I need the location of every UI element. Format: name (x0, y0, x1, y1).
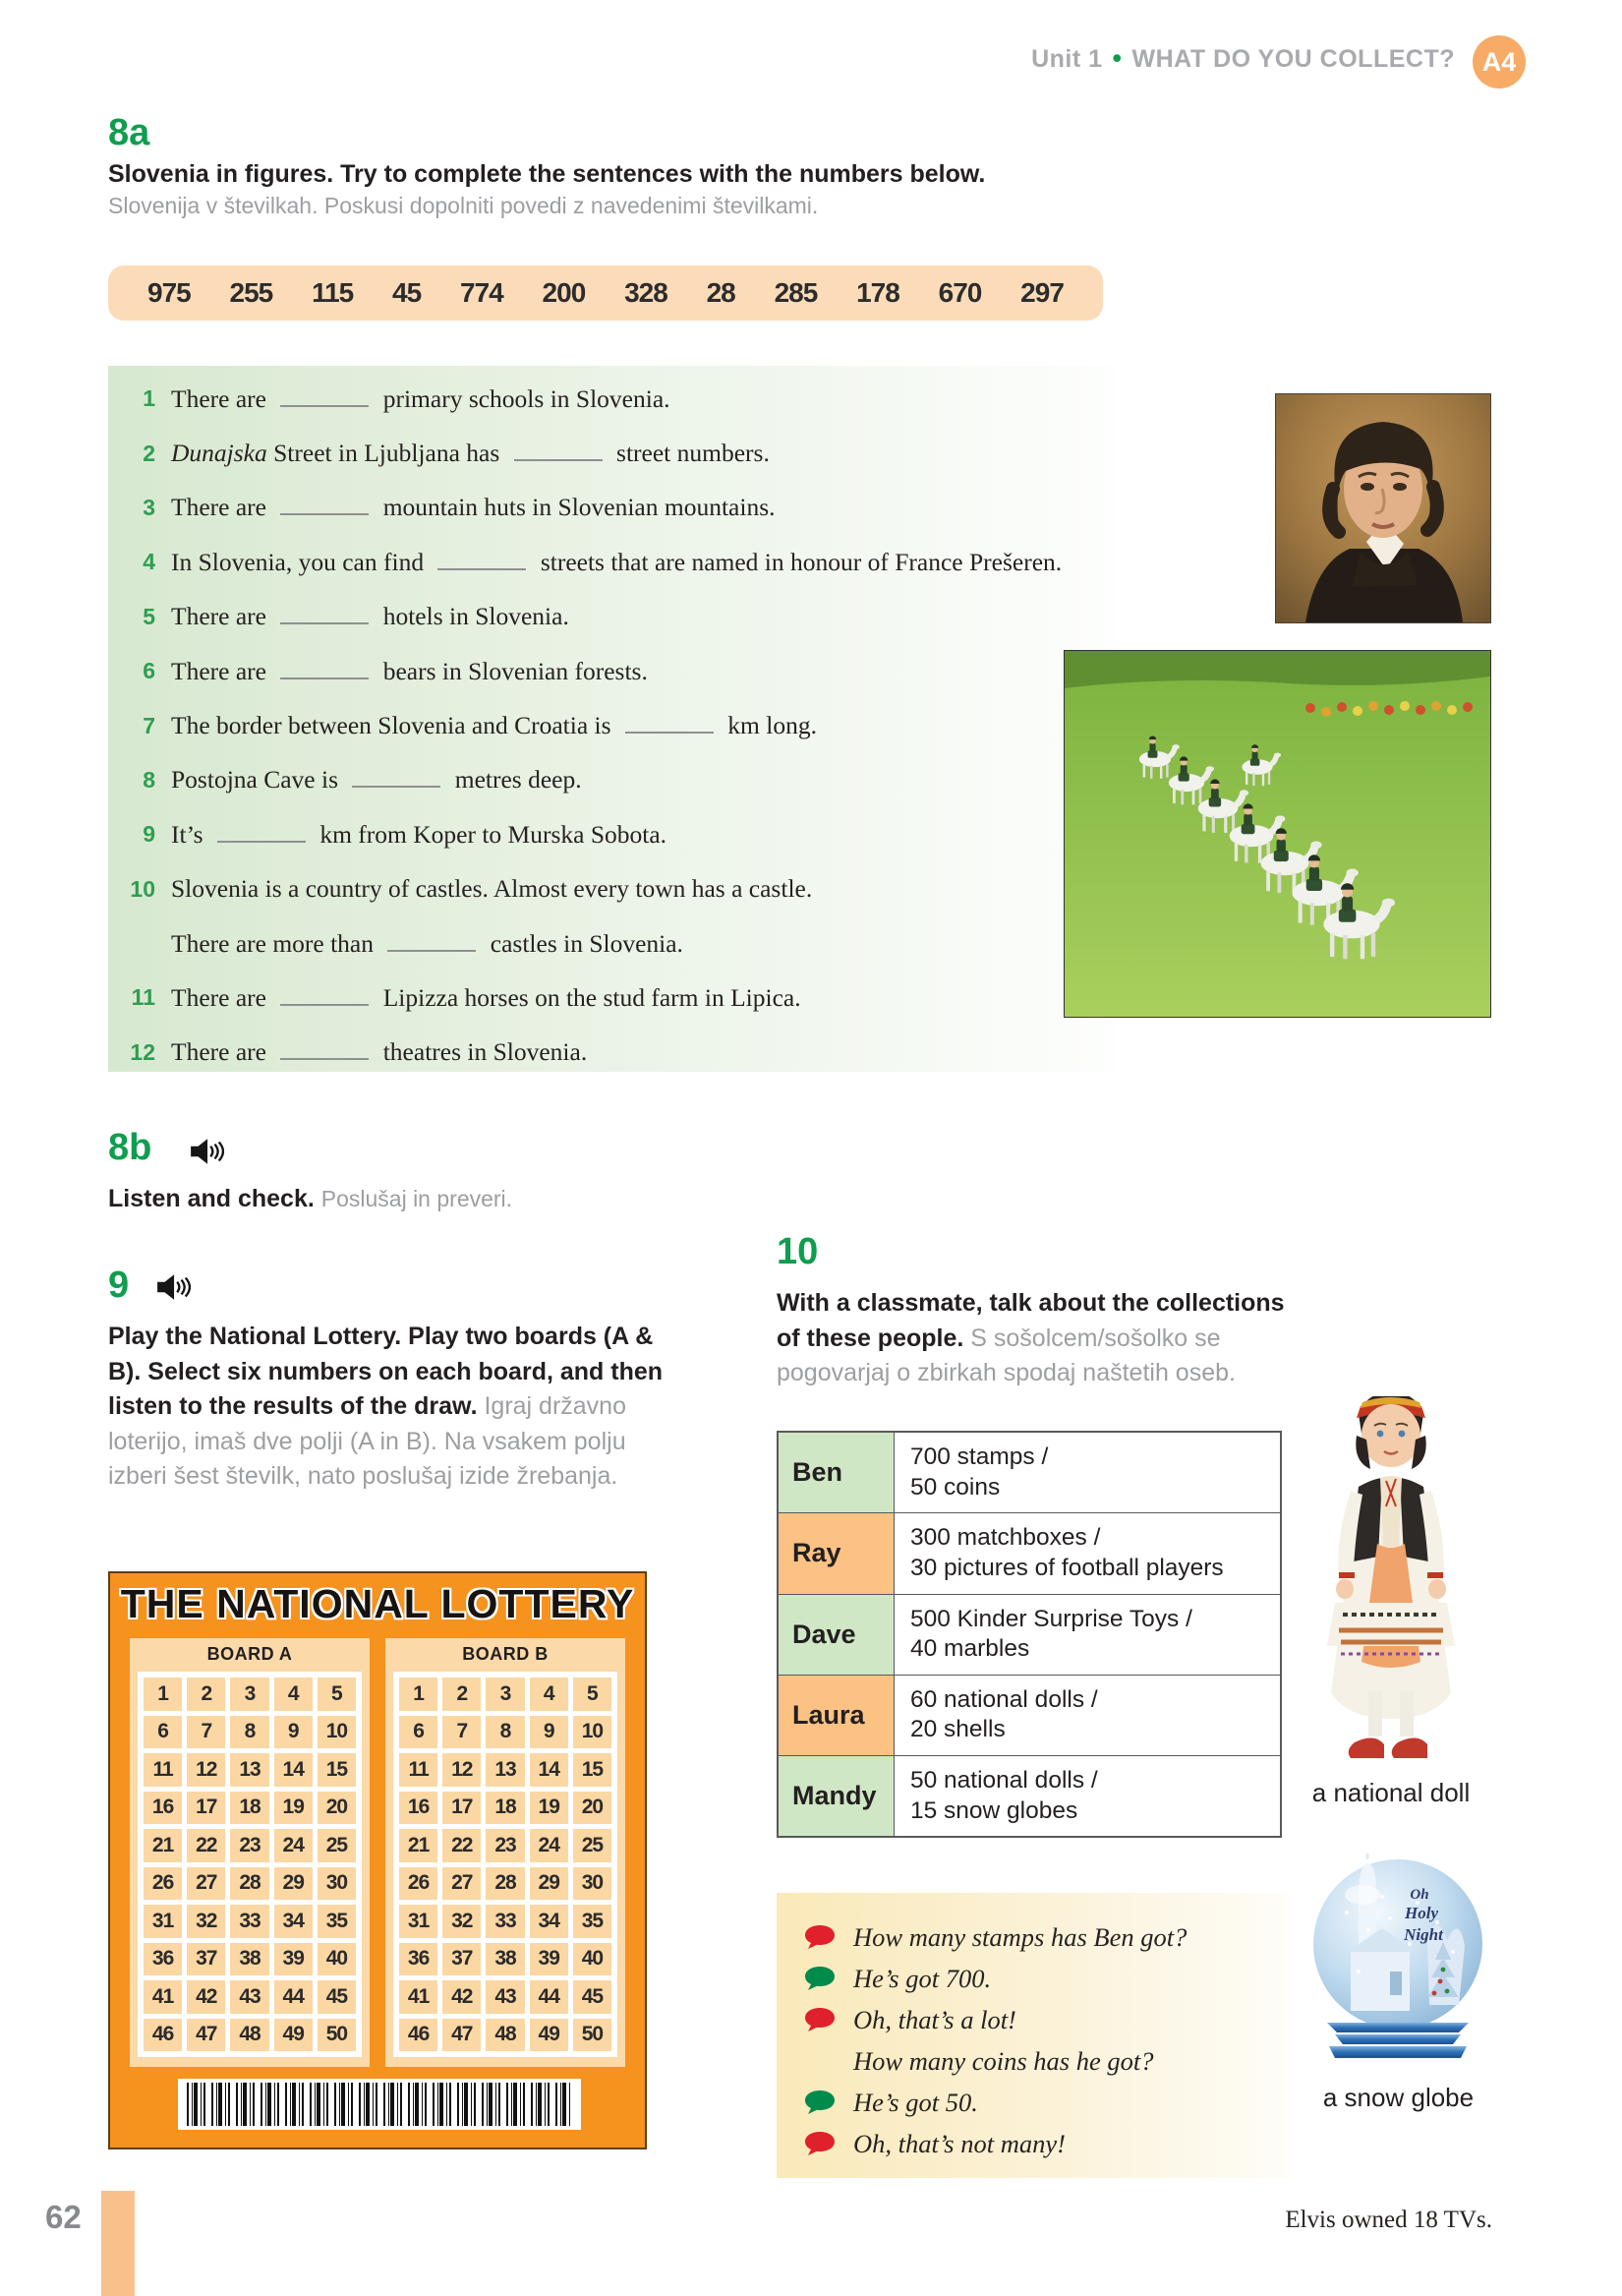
sentence-row (116, 807, 1099, 861)
speaker-icon[interactable] (189, 1137, 224, 1166)
sentence-segment: street numbers. (609, 439, 770, 468)
collection-line2: 30 pictures of football players (910, 1554, 1224, 1581)
sentence-segment: Lipizza horses on the stud farm in Lipica. (377, 982, 801, 1012)
dialogue-line (802, 2123, 1292, 2164)
sentence-text (171, 711, 817, 740)
lottery-number-cell[interactable]: 43 (486, 1980, 524, 2014)
answer-blank[interactable] (280, 605, 369, 624)
answer-blank[interactable] (352, 768, 440, 788)
person-name-cell: Dave (779, 1595, 895, 1675)
answer-blank[interactable] (387, 932, 476, 952)
dialogue-text: He’s got 50. (853, 2087, 978, 2117)
lottery-number-cell[interactable]: 27 (442, 1867, 481, 1901)
collection-line1: 500 Kinder Surprise Toys / (910, 1605, 1192, 1632)
answer-blank[interactable] (625, 714, 714, 734)
lottery-number-cell[interactable]: 34 (530, 1905, 568, 1938)
sentence-row (116, 644, 1099, 698)
dialogue-text: How many stamps has Ben got? (853, 1921, 1188, 1952)
lottery-number-cell[interactable]: 48 (486, 2019, 524, 2052)
sentence-row (116, 426, 1099, 480)
footer-fact: Elvis owned 18 TVs. (1285, 2207, 1492, 2233)
lottery-number-cell[interactable]: 44 (530, 1980, 568, 2014)
sentence-text (171, 493, 776, 522)
lottery-number-cell[interactable]: 47 (442, 2019, 481, 2052)
lottery-number-cell[interactable]: 39 (274, 1943, 313, 1976)
sentence-segment: hotels in Slovenia. (377, 602, 569, 631)
section-10-instructions (777, 1286, 1300, 1391)
sentence-text (171, 439, 770, 468)
unit-label: Unit 1 (1031, 45, 1103, 73)
lottery-number-cell[interactable]: 24 (274, 1829, 313, 1862)
section-10-title-en: With a classmate, talk about the collections of these people. (777, 1289, 1285, 1352)
lottery-number-cell[interactable]: 49 (530, 2019, 568, 2052)
dialogue-text: He’s got 700. (853, 1963, 992, 1993)
lottery-number-cell[interactable]: 16 (144, 1792, 182, 1825)
section-8b-title (108, 1185, 512, 1213)
person-name-cell: Mandy (779, 1756, 895, 1836)
page-number: 62 (45, 2199, 82, 2235)
lottery-number-cell[interactable]: 39 (530, 1943, 568, 1976)
answer-blank[interactable] (217, 823, 306, 843)
lottery-number-cell[interactable]: 40 (318, 1943, 356, 1976)
lottery-board-a (130, 1638, 370, 2067)
sentence-segment: It’s (171, 819, 209, 849)
collection-line2: 50 coins (910, 1473, 1001, 1501)
collection-items-cell (895, 1756, 1280, 1836)
table-row (779, 1433, 1280, 1513)
lottery-number-cell[interactable]: 4 (274, 1678, 313, 1711)
lottery-number-cell[interactable]: 1 (399, 1678, 437, 1711)
lottery-number-cell[interactable]: 17 (187, 1792, 225, 1825)
footer-decoration-bar (101, 2191, 135, 2296)
national-doll-photo (1300, 1396, 1482, 1775)
dialogue-box (777, 1893, 1292, 2178)
sentence-segment: There are (171, 602, 273, 631)
lottery-number-cell[interactable]: 41 (399, 1980, 437, 2014)
lottery-number-cell[interactable]: 30 (573, 1867, 611, 1901)
section-10-title-sl: S sošolcem/sošolko se pogovarjaj o zbirkah spodaj naštetih oseb. (777, 1324, 1236, 1386)
collection-line2: 15 snow globes (910, 1796, 1078, 1824)
sentence-number: 7 (143, 712, 155, 738)
sentence-number: 9 (143, 821, 155, 848)
lottery-number-cell[interactable]: 14 (530, 1753, 568, 1787)
sentence-number: 11 (131, 984, 155, 1011)
barcode-bars (187, 2083, 572, 2126)
snow-globe-photo (1300, 1854, 1496, 2070)
collection-line2: 40 marbles (910, 1635, 1030, 1663)
section-8a-title-en: Slovenia in figures. Try to complete the sentences with the numbers below. (108, 160, 986, 188)
table-row (779, 1756, 1280, 1836)
lottery-number-cell[interactable]: 11 (144, 1753, 182, 1787)
sentence-text (171, 602, 569, 631)
lottery-number-cell[interactable]: 1 (144, 1678, 182, 1711)
portrait-photo (1275, 393, 1491, 623)
lottery-number-cell[interactable]: 7 (442, 1716, 481, 1749)
lottery-number-cell[interactable]: 23 (486, 1829, 524, 1862)
lottery-number-cell[interactable]: 9 (530, 1716, 568, 1749)
sentence-number: 2 (143, 440, 155, 466)
lottery-board-b (385, 1638, 625, 2067)
sentence-segment: There are more than (171, 928, 380, 958)
collection-line2: 20 shells (910, 1716, 1006, 1743)
sentence-segment: mountain huts in Slovenian mountains. (377, 493, 776, 522)
speech-bubble-green-icon (802, 2089, 838, 2116)
lottery-number-cell[interactable]: 36 (399, 1943, 437, 1976)
speech-bubble-red-icon (802, 2006, 838, 2033)
sentence-number: 10 (130, 875, 155, 902)
answer-blank[interactable] (280, 660, 369, 679)
sentence-segment: The border between Slovenia and Croatia is (171, 711, 617, 740)
lottery-number-cell[interactable]: 41 (144, 1980, 182, 2014)
sentence-row (116, 535, 1099, 589)
lottery-number-cell[interactable]: 27 (187, 1867, 225, 1901)
lottery-number-cell[interactable]: 43 (230, 1980, 268, 2014)
answer-blank[interactable] (280, 496, 369, 515)
section-8b-number: 8b (108, 1127, 152, 1168)
lottery-number-cell[interactable]: 18 (486, 1792, 524, 1825)
person-name-cell: Laura (779, 1676, 895, 1755)
lottery-number-cell[interactable]: 33 (486, 1905, 524, 1938)
collection-line1: 60 national dolls / (910, 1685, 1098, 1713)
lottery-number-cell[interactable]: 32 (187, 1905, 225, 1938)
lottery-number-cell[interactable]: 26 (144, 1867, 182, 1901)
section-9-number: 9 (108, 1265, 130, 1306)
globe-text-line3: Night (1404, 1925, 1443, 1944)
lottery-number-cell[interactable]: 12 (442, 1753, 481, 1787)
sentence-text (171, 1037, 587, 1067)
bank-number: 200 (542, 277, 586, 308)
lottery-number-cell[interactable]: 6 (144, 1716, 182, 1749)
lottery-card (108, 1571, 647, 2149)
lottery-number-cell[interactable]: 5 (573, 1678, 611, 1711)
speech-bubble-red-icon (802, 2130, 838, 2157)
sentence-list (116, 372, 1099, 1080)
lottery-number-cell[interactable]: 29 (530, 1867, 568, 1901)
lottery-number-cell[interactable]: 31 (399, 1905, 437, 1938)
lottery-number-cell[interactable]: 6 (399, 1716, 437, 1749)
lottery-number-cell[interactable]: 3 (230, 1678, 268, 1711)
lottery-title: THE NATIONAL LOTTERY (120, 1581, 635, 1626)
section-8b-title-sl: Poslušaj in preveri. (320, 1186, 513, 1211)
lottery-number-cell[interactable]: 3 (486, 1678, 524, 1711)
dialogue-line (802, 1916, 1292, 1958)
unit-title: WHAT DO YOU COLLECT? (1131, 45, 1455, 73)
sentence-segment: Street in Ljubljana has (266, 439, 506, 468)
section-8b-title-en: Listen and check. (108, 1185, 315, 1212)
number-bank (108, 265, 1103, 321)
sentence-segment: There are (171, 1037, 273, 1067)
section-9-instructions (108, 1320, 688, 1495)
lottery-number-cell[interactable]: 37 (442, 1943, 481, 1976)
sentence-segment: km from Koper to Murska Sobota. (313, 819, 667, 849)
section-8a-title-sl: Slovenija v številkah. Poskusi dopolniti povedi z navedenimi številkami. (108, 193, 819, 218)
board-a-label: BOARD A (206, 1643, 293, 1664)
lottery-number-cell[interactable]: 26 (399, 1867, 437, 1901)
lottery-number-cell[interactable]: 4 (530, 1678, 568, 1711)
speech-bubble-red-icon (802, 1923, 838, 1951)
lottery-number-cell[interactable]: 28 (230, 1867, 268, 1901)
lottery-number-cell[interactable]: 49 (274, 2019, 313, 2052)
lottery-number-cell[interactable]: 19 (274, 1792, 313, 1825)
collections-table (777, 1431, 1282, 1838)
bank-number: 285 (774, 277, 818, 308)
sentence-text (171, 384, 670, 414)
sentence-segment: There are (171, 656, 273, 685)
dialogue-text: How many coins has he got? (853, 2045, 1154, 2076)
page-header (1022, 43, 1455, 74)
sentence-segment: primary schools in Slovenia. (377, 383, 670, 413)
sentence-segment: castles in Slovenia. (484, 928, 683, 958)
sentence-number: 12 (130, 1038, 155, 1065)
lottery-number-cell[interactable]: 23 (230, 1829, 268, 1862)
lottery-number-cell[interactable]: 2 (187, 1678, 225, 1711)
sentence-text (171, 548, 1062, 577)
lottery-number-cell[interactable]: 18 (230, 1792, 268, 1825)
speaker-icon[interactable] (155, 1272, 191, 1302)
lottery-number-cell[interactable]: 14 (274, 1753, 313, 1787)
lottery-number-cell[interactable]: 13 (230, 1753, 268, 1787)
lottery-number-cell[interactable]: 15 (573, 1753, 611, 1787)
horses-illustration (1065, 651, 1490, 1017)
globe-text-line2: Holy (1405, 1904, 1438, 1922)
sentence-row (116, 1026, 1099, 1080)
section-10-number: 10 (777, 1231, 819, 1272)
barcode-graphic (178, 2079, 581, 2130)
sentence-row (116, 698, 1099, 752)
bank-number: 28 (706, 277, 735, 308)
collection-items-cell (895, 1513, 1280, 1593)
sentence-segment: km long. (721, 711, 817, 740)
lottery-number-cell[interactable]: 47 (187, 2019, 225, 2052)
sentence-segment: Postojna Cave is (171, 765, 345, 795)
lottery-number-cell[interactable]: 46 (399, 2019, 437, 2052)
speech-bubble-green-icon (802, 1965, 838, 1992)
lottery-number-cell[interactable]: 10 (573, 1716, 611, 1749)
bullet-separator: • (1112, 43, 1123, 73)
sentence-row (116, 372, 1099, 426)
snow-globe-illustration (1300, 1854, 1496, 2070)
lottery-number-cell[interactable]: 7 (187, 1716, 225, 1749)
lottery-number-cell[interactable]: 17 (442, 1792, 481, 1825)
lottery-number-cell[interactable]: 40 (573, 1943, 611, 1976)
lottery-number-cell[interactable]: 45 (573, 1980, 611, 2014)
dialogue-line (802, 2040, 1292, 2082)
section-9-title-en: Play the National Lottery. Play two boards (A & B). Select six numbers on each board, and then listen to the results of the draw. (108, 1323, 664, 1420)
lottery-number-cell[interactable]: 46 (144, 2019, 182, 2052)
sentence-text (171, 874, 812, 904)
sentence-segment: theatres in Slovenia. (377, 1037, 588, 1067)
sentence-segment: Slovenia is a country of castles. Almost every town has a castle. (171, 874, 813, 904)
answer-blank[interactable] (280, 1040, 369, 1060)
lottery-number-cell[interactable]: 30 (318, 1867, 356, 1901)
lottery-number-cell[interactable]: 10 (318, 1716, 356, 1749)
horses-photo (1064, 650, 1491, 1018)
bank-number: 328 (624, 277, 667, 308)
sentence-number: 5 (143, 603, 155, 629)
bank-number: 178 (856, 277, 899, 308)
sentence-number: 8 (143, 766, 155, 793)
lottery-number-cell[interactable]: 5 (318, 1678, 356, 1711)
board-a-grid (138, 1672, 362, 2057)
lottery-number-cell[interactable]: 11 (399, 1753, 437, 1787)
lottery-number-cell[interactable]: 35 (573, 1905, 611, 1938)
sentence-segment: streets that are named in honour of France Prešeren. (534, 547, 1063, 576)
bank-number: 115 (312, 277, 354, 308)
sentence-row (116, 481, 1099, 535)
lottery-number-cell[interactable]: 42 (442, 1980, 481, 2014)
sentence-segment: Dunajska (171, 439, 267, 468)
sentence-number: 4 (143, 549, 155, 575)
lottery-number-cell[interactable]: 13 (486, 1753, 524, 1787)
lottery-number-cell[interactable]: 25 (573, 1829, 611, 1862)
bank-number: 975 (147, 277, 191, 308)
sentence-row (116, 971, 1099, 1025)
bank-number: 45 (392, 277, 422, 308)
answer-blank[interactable] (280, 986, 369, 1006)
lottery-number-cell[interactable]: 8 (486, 1716, 524, 1749)
sentence-row (116, 916, 1099, 971)
section-8a-number: 8a (108, 112, 150, 153)
lottery-number-cell[interactable]: 50 (318, 2019, 356, 2052)
lottery-number-cell[interactable]: 50 (573, 2019, 611, 2052)
lottery-number-cell[interactable]: 22 (187, 1829, 225, 1862)
globe-text-line1: Oh (1410, 1887, 1429, 1903)
collection-line1: 700 stamps / (910, 1443, 1049, 1470)
board-b-label: BOARD B (462, 1643, 549, 1664)
lottery-number-cell[interactable]: 25 (318, 1829, 356, 1862)
person-name-cell: Ray (779, 1513, 895, 1593)
sentence-number: 1 (143, 385, 155, 412)
dialogue-line (802, 1999, 1292, 2040)
answer-blank[interactable] (514, 442, 603, 461)
lottery-number-cell[interactable]: 12 (187, 1753, 225, 1787)
sentence-text (171, 820, 666, 850)
bank-number: 255 (229, 277, 273, 308)
lottery-number-cell[interactable]: 31 (144, 1905, 182, 1938)
answer-blank[interactable] (280, 387, 369, 407)
sentence-row (116, 590, 1099, 644)
bank-number: 670 (938, 277, 982, 308)
table-row (779, 1595, 1280, 1676)
collection-line1: 50 national dolls / (910, 1767, 1098, 1794)
lottery-number-cell[interactable]: 42 (187, 1980, 225, 2014)
lottery-number-cell[interactable]: 8 (230, 1716, 268, 1749)
lottery-number-cell[interactable]: 45 (318, 1980, 356, 2014)
doll-illustration (1300, 1396, 1482, 1775)
bank-number: 774 (460, 277, 503, 308)
person-name-cell: Ben (779, 1433, 895, 1512)
sentence-segment: There are (171, 982, 273, 1012)
lottery-number-cell[interactable]: 37 (187, 1943, 225, 1976)
sentence-segment: bears in Slovenian forests. (377, 656, 648, 685)
lottery-number-cell[interactable]: 20 (318, 1792, 356, 1825)
sentence-row (116, 753, 1099, 807)
lottery-number-cell[interactable]: 2 (442, 1678, 481, 1711)
lottery-number-cell[interactable]: 16 (399, 1792, 437, 1825)
collection-items-cell (895, 1595, 1280, 1675)
lottery-number-cell[interactable]: 44 (274, 1980, 313, 2014)
sentence-segment: metres deep. (448, 765, 582, 795)
bank-number: 297 (1020, 277, 1064, 308)
sentence-text (171, 929, 683, 959)
board-b-grid (393, 1672, 617, 2057)
lottery-number-cell[interactable]: 33 (230, 1905, 268, 1938)
sentence-text (171, 657, 648, 686)
dialogue-text: Oh, that’s not many! (853, 2128, 1066, 2158)
sentence-number: 3 (143, 494, 155, 520)
dialogue-line (802, 2082, 1292, 2123)
lottery-number-cell[interactable]: 21 (399, 1829, 437, 1862)
portrait-illustration (1276, 394, 1490, 622)
lottery-number-cell[interactable]: 29 (274, 1867, 313, 1901)
section-9-title-sl: Igraj državno loterijo, imaš dve polji (A in B). Na vsakem polju izberi šest številk, nato poslušaj izide žrebanja. (108, 1392, 626, 1490)
lottery-number-cell[interactable]: 36 (144, 1943, 182, 1976)
dialogue-line (802, 1958, 1292, 1999)
sentence-row (116, 862, 1099, 916)
lottery-number-cell[interactable]: 19 (530, 1792, 568, 1825)
collection-items-cell (895, 1433, 1280, 1512)
globe-caption: a snow globe (1322, 2083, 1475, 2112)
lottery-number-cell[interactable]: 28 (486, 1867, 524, 1901)
collection-items-cell (895, 1676, 1280, 1755)
sentence-segment: In Slovenia, you can find (171, 547, 431, 576)
lottery-number-cell[interactable]: 20 (573, 1792, 611, 1825)
table-row (779, 1513, 1280, 1594)
lottery-number-cell[interactable]: 38 (230, 1943, 268, 1976)
lottery-number-cell[interactable]: 48 (230, 2019, 268, 2052)
lottery-number-cell[interactable]: 34 (274, 1905, 313, 1938)
lottery-number-cell[interactable]: 38 (486, 1943, 524, 1976)
lottery-number-cell[interactable]: 22 (442, 1829, 481, 1862)
lottery-number-cell[interactable]: 35 (318, 1905, 356, 1938)
lottery-number-cell[interactable]: 24 (530, 1829, 568, 1862)
sentence-segment: There are (171, 383, 273, 413)
sentence-number: 6 (143, 658, 155, 684)
sentence-text (171, 765, 582, 795)
doll-caption: a national doll (1311, 1778, 1471, 1807)
sentence-text (171, 983, 801, 1013)
lottery-number-cell[interactable]: 21 (144, 1829, 182, 1862)
lesson-badge: A4 (1473, 35, 1526, 88)
collection-line1: 300 matchboxes / (910, 1524, 1101, 1552)
dialogue-text: Oh, that’s a lot! (853, 2004, 1016, 2034)
section-8a-title (108, 160, 985, 219)
lottery-number-cell[interactable]: 15 (318, 1753, 356, 1787)
sentence-segment: There are (171, 493, 273, 522)
lottery-number-cell[interactable]: 9 (274, 1716, 313, 1749)
lottery-number-cell[interactable]: 32 (442, 1905, 481, 1938)
table-row (779, 1676, 1280, 1756)
answer-blank[interactable] (437, 551, 526, 570)
